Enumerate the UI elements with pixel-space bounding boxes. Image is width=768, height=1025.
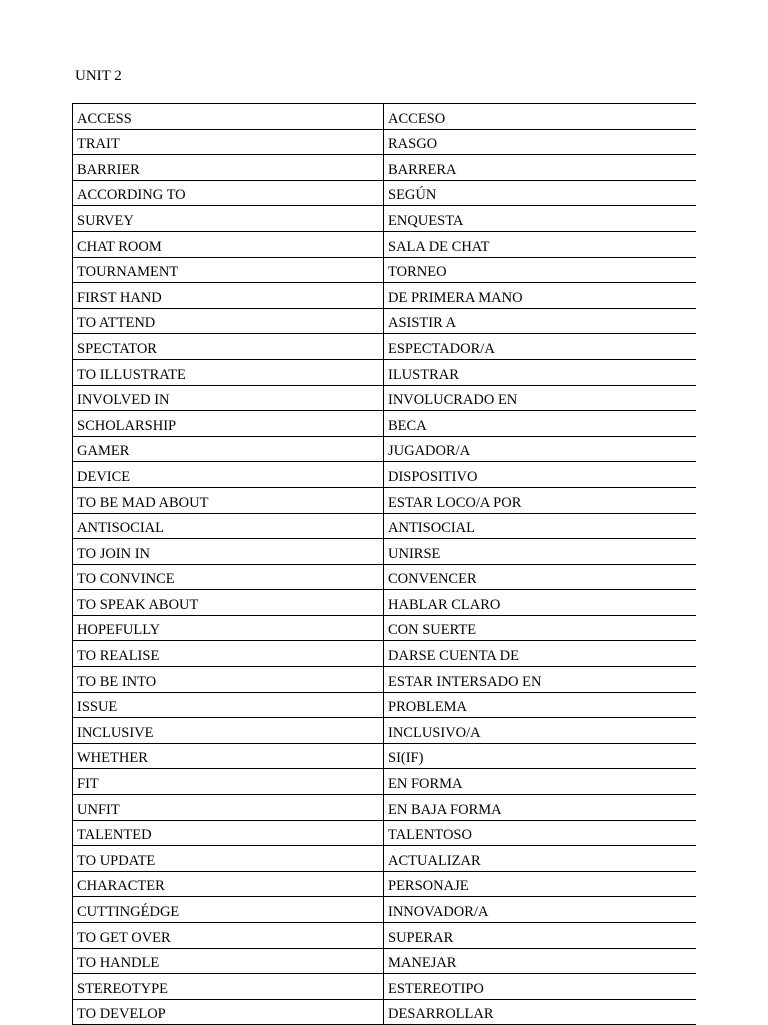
english-term-cell: TRAIT: [73, 129, 384, 155]
table-row: [73, 820, 696, 846]
table-row: [73, 743, 696, 769]
spanish-translation-cell: ASISTIR A: [384, 308, 696, 334]
spanish-translation-cell: TORNEO: [384, 257, 696, 283]
table-row: [73, 487, 696, 513]
spanish-translation-cell: ANTISOCIAL: [384, 513, 696, 539]
table-row: [73, 590, 696, 616]
spanish-translation-cell: INCLUSIVO/A: [384, 718, 696, 744]
spanish-translation-cell: SI(IF): [384, 743, 696, 769]
spanish-translation-cell: BARRERA: [384, 155, 696, 181]
table-row: [73, 206, 696, 232]
english-term-cell: FIRST HAND: [73, 283, 384, 309]
table-row: [73, 923, 696, 949]
english-term-cell: UNFIT: [73, 795, 384, 821]
spanish-translation-cell: TALENTOSO: [384, 820, 696, 846]
english-term-cell: GAMER: [73, 436, 384, 462]
spanish-translation-cell: ESTAR INTERSADO EN: [384, 667, 696, 693]
english-term-cell: TO JOIN IN: [73, 539, 384, 565]
table-row: [73, 615, 696, 641]
vocabulary-table-body: [73, 104, 696, 1025]
table-row: [73, 385, 696, 411]
spanish-translation-cell: SEGÚN: [384, 180, 696, 206]
table-row: [73, 795, 696, 821]
english-term-cell: HOPEFULLY: [73, 615, 384, 641]
spanish-translation-cell: SUPERAR: [384, 923, 696, 949]
english-term-cell: TO CONVINCE: [73, 564, 384, 590]
english-term-cell: STEREOTYPE: [73, 974, 384, 1000]
spanish-translation-cell: ILUSTRAR: [384, 359, 696, 385]
spanish-translation-cell: UNIRSE: [384, 539, 696, 565]
table-row: [73, 769, 696, 795]
spanish-translation-cell: INNOVADOR/A: [384, 897, 696, 923]
spanish-translation-cell: DARSE CUENTA DE: [384, 641, 696, 667]
english-term-cell: TO BE MAD ABOUT: [73, 487, 384, 513]
english-term-cell: SURVEY: [73, 206, 384, 232]
spanish-translation-cell: INVOLUCRADO EN: [384, 385, 696, 411]
english-term-cell: SPECTATOR: [73, 334, 384, 360]
table-row: [73, 846, 696, 872]
spanish-translation-cell: ESTEREOTIPO: [384, 974, 696, 1000]
table-row: [73, 283, 696, 309]
spanish-translation-cell: CON SUERTE: [384, 615, 696, 641]
table-row: [73, 104, 696, 130]
table-row: [73, 692, 696, 718]
english-term-cell: TO ATTEND: [73, 308, 384, 334]
page-title: UNIT 2: [75, 68, 122, 84]
spanish-translation-cell: ACCESO: [384, 104, 696, 130]
table-row: [73, 999, 696, 1025]
english-term-cell: ANTISOCIAL: [73, 513, 384, 539]
english-term-cell: ISSUE: [73, 692, 384, 718]
table-row: [73, 129, 696, 155]
spanish-translation-cell: DE PRIMERA MANO: [384, 283, 696, 309]
spanish-translation-cell: JUGADOR/A: [384, 436, 696, 462]
table-row: [73, 436, 696, 462]
english-term-cell: TO SPEAK ABOUT: [73, 590, 384, 616]
english-term-cell: ACCESS: [73, 104, 384, 130]
english-term-cell: TOURNAMENT: [73, 257, 384, 283]
english-term-cell: BARRIER: [73, 155, 384, 181]
english-term-cell: TO BE INTO: [73, 667, 384, 693]
spanish-translation-cell: MANEJAR: [384, 948, 696, 974]
vocabulary-table: [72, 103, 696, 1025]
table-row: [73, 180, 696, 206]
english-term-cell: TO DEVELOP: [73, 999, 384, 1025]
spanish-translation-cell: HABLAR CLARO: [384, 590, 696, 616]
spanish-translation-cell: DISPOSITIVO: [384, 462, 696, 488]
table-row: [73, 667, 696, 693]
table-row: [73, 308, 696, 334]
table-row: [73, 974, 696, 1000]
table-row: [73, 257, 696, 283]
table-row: [73, 513, 696, 539]
spanish-translation-cell: PROBLEMA: [384, 692, 696, 718]
spanish-translation-cell: DESARROLLAR: [384, 999, 696, 1025]
table-row: [73, 334, 696, 360]
english-term-cell: TO REALISE: [73, 641, 384, 667]
table-row: [73, 948, 696, 974]
english-term-cell: CUTTINGÉDGE: [73, 897, 384, 923]
spanish-translation-cell: SALA DE CHAT: [384, 231, 696, 257]
english-term-cell: FIT: [73, 769, 384, 795]
english-term-cell: DEVICE: [73, 462, 384, 488]
table-row: [73, 155, 696, 181]
english-term-cell: INVOLVED IN: [73, 385, 384, 411]
table-row: [73, 359, 696, 385]
table-row: [73, 462, 696, 488]
table-row: [73, 641, 696, 667]
english-term-cell: TO GET OVER: [73, 923, 384, 949]
table-row: [73, 231, 696, 257]
english-term-cell: TO HANDLE: [73, 948, 384, 974]
english-term-cell: CHARACTER: [73, 871, 384, 897]
english-term-cell: TO UPDATE: [73, 846, 384, 872]
spanish-translation-cell: PERSONAJE: [384, 871, 696, 897]
spanish-translation-cell: BECA: [384, 411, 696, 437]
spanish-translation-cell: RASGO: [384, 129, 696, 155]
table-row: [73, 871, 696, 897]
english-term-cell: TALENTED: [73, 820, 384, 846]
table-row: [73, 564, 696, 590]
table-row: [73, 718, 696, 744]
english-term-cell: WHETHER: [73, 743, 384, 769]
spanish-translation-cell: EN FORMA: [384, 769, 696, 795]
english-term-cell: INCLUSIVE: [73, 718, 384, 744]
table-row: [73, 411, 696, 437]
spanish-translation-cell: ACTUALIZAR: [384, 846, 696, 872]
english-term-cell: CHAT ROOM: [73, 231, 384, 257]
spanish-translation-cell: ESTAR LOCO/A POR: [384, 487, 696, 513]
table-row: [73, 897, 696, 923]
spanish-translation-cell: ENQUESTA: [384, 206, 696, 232]
table-row: [73, 539, 696, 565]
spanish-translation-cell: ESPECTADOR/A: [384, 334, 696, 360]
english-term-cell: ACCORDING TO: [73, 180, 384, 206]
english-term-cell: SCHOLARSHIP: [73, 411, 384, 437]
english-term-cell: TO ILLUSTRATE: [73, 359, 384, 385]
spanish-translation-cell: EN BAJA FORMA: [384, 795, 696, 821]
spanish-translation-cell: CONVENCER: [384, 564, 696, 590]
